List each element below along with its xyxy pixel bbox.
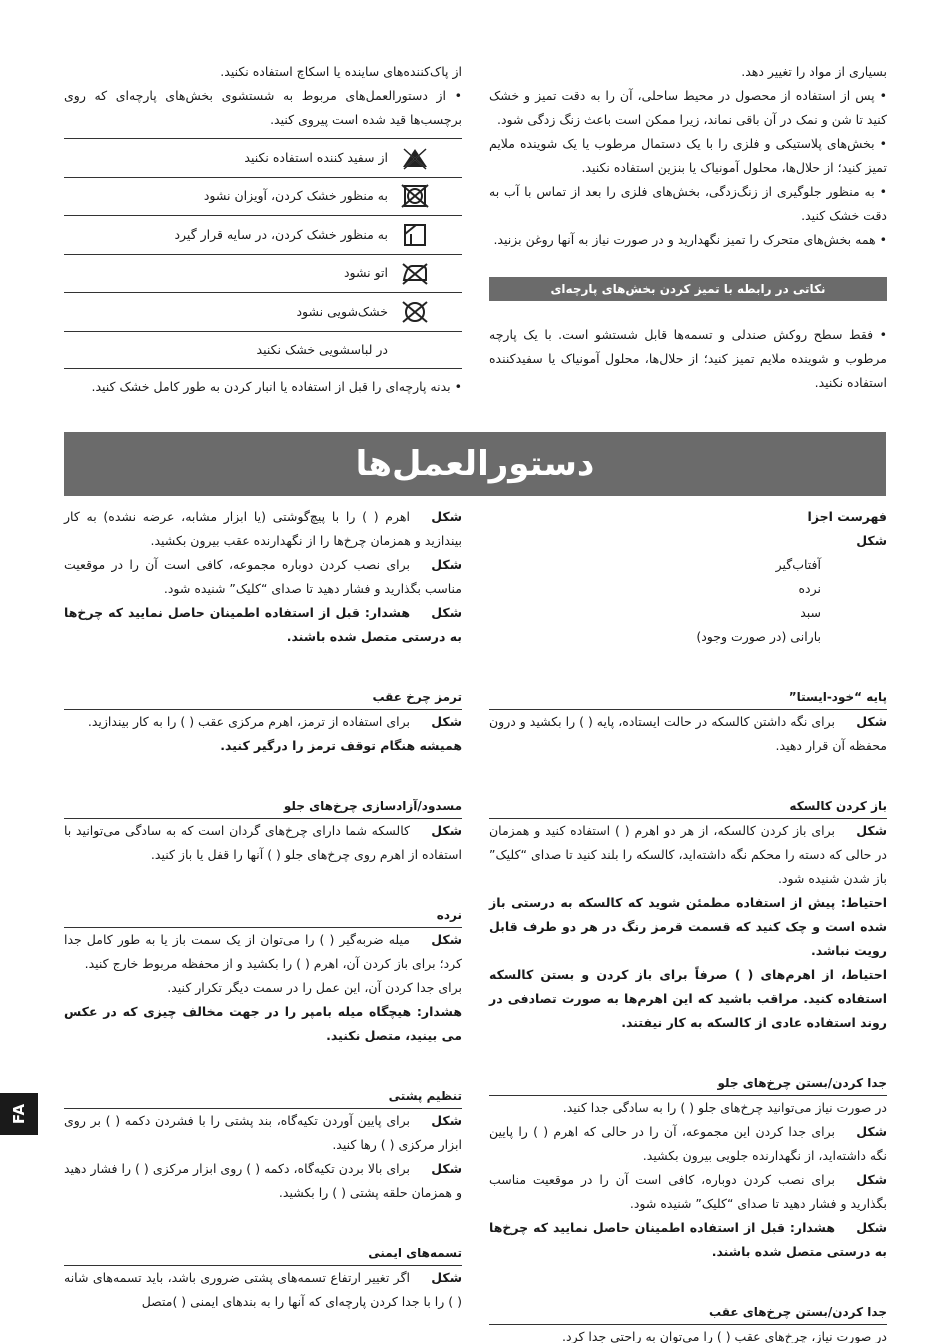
- front-wheels-section: [489, 1071, 887, 1264]
- figure-label: شکل: [431, 605, 462, 620]
- instructions-left-column: [64, 505, 462, 1343]
- care-row: [64, 138, 462, 177]
- section-heading: جدا کردن/بستن چرخ‌های عقب: [489, 1300, 887, 1325]
- warning-text: احتیاط: پیش از استفاده مطمئن شوید که کالسکه به درستی باز شده است و چک کنید که قسمت قرمز رنگ در هر دو طرف قابل رویت نباشد.: [489, 895, 887, 958]
- instruction: شکلبرای باز کردن کالسکه، از هر دو اهرم ( ) استفاده کنید و همزمان در حالی که دسته را محکم نگه داشته‌اید، کالسکه را بلند کنید تا صدای “کلیک” باز شدن شنیده شود.: [489, 819, 887, 891]
- page-title: دستورالعمل‌ها: [64, 432, 886, 496]
- instruction: شکلبرای پایین آوردن تکیه‌گاه، بند پشتی را با فشردن دکمه ( ) بر روی ابزار مرکزی ( ) رها کنید.: [64, 1109, 462, 1157]
- care-row: [64, 215, 462, 254]
- section-heading: تنظیم پشتی: [64, 1084, 462, 1109]
- care-text: خشک‌شویی نشود: [296, 303, 388, 319]
- paragraph: • بخش‌های پلاستیکی و فلزی را با یک دستمال مرطوب یا یک شوینده ملایم تمیز کنید؛ از حلال‌ها، محلول آمونیاک یا بنزین استفاده نکنید.: [489, 136, 887, 175]
- paragraph: • پس از استفاده از محصول در محیط ساحلی، آن را به دقت تمیز و خشک کنید تا شن و نمک در آن باقی نماند، زیرا ممکن است باعث زنگ زدگی شود.: [489, 88, 887, 127]
- backrest-section: [64, 1084, 462, 1205]
- care-row: [64, 331, 462, 370]
- care-text: به منظور خشک کردن، آویزان نشود: [203, 188, 388, 204]
- list-item: نرده: [798, 581, 821, 596]
- language-tab: FA: [0, 1093, 38, 1135]
- care-text: اتو نشود: [343, 265, 388, 281]
- list-item: آفتاب‌گیر: [775, 557, 821, 572]
- care-instructions-left: [64, 60, 462, 399]
- list-item: بارانی (در صورت وجود): [696, 629, 821, 644]
- paragraph: بسیاری از مواد را تغییر دهد.: [741, 64, 887, 79]
- safety-belts-section: [64, 1241, 462, 1314]
- instruction: شکلبرای نگه داشتن کالسکه در حالت ایستاده، پایه ( ) را بکشید و درون محفظه آن قرار دهید.: [489, 710, 887, 758]
- section-heading-fabric-cleaning: نکاتی در رابطه با تمیز کردن بخش‌های پارچه‌ای: [489, 277, 887, 301]
- care-text: به منظور خشک کردن، در سایه قرار گیرد: [174, 226, 388, 242]
- no-hang-dry-icon: [398, 183, 432, 209]
- figure-label: شکل: [431, 714, 462, 729]
- warning-text: هشدار: هیچگاه میله بامپر را در جهت مخالف چیزی که در عکس می بینید، متصل نکنید.: [64, 1004, 462, 1043]
- no-iron-icon: [398, 260, 432, 286]
- care-symbols-table: [64, 138, 462, 369]
- figure-label: شکل: [856, 823, 887, 838]
- figure-label: شکل: [431, 557, 462, 572]
- figure-label: شکل: [431, 1161, 462, 1176]
- instruction: شکلبرای نصب کردن دوباره مجموعه، کافی است آن را در موقعیت مناسب بگذارید و فشار دهید تا صدای “کلیک” شنیده شود.: [64, 553, 462, 601]
- rear-wheels-continued: [64, 505, 462, 649]
- section-heading: نرده: [64, 903, 462, 928]
- figure-label: شکل: [856, 714, 887, 729]
- instruction: در صورت نیاز می‌توانید چرخ‌های جلو ( ) را به سادگی جدا کنید.: [562, 1100, 887, 1115]
- instruction: برای جدا کردن آن، این عمل را در سمت دیگر تکرار کنید.: [167, 980, 462, 995]
- section-heading: پایه “خود-ایستا”: [489, 685, 887, 710]
- instruction: شکلاهرم ( ) را با پیچ‌گوشتی (یا ابزار مشابه، عرضه نشده) به کار بیندازید و همزمان چرخ‌ها را از نگهدارنده عقب بیرون بکشید.: [64, 505, 462, 553]
- section-heading: فهرست اجزا: [807, 509, 887, 524]
- instruction: در صورت نیاز، چرخ‌های عقب ( ) را می‌توان به راحتی جدا کرد.: [562, 1329, 887, 1343]
- instruction: شکلبرای نصب کردن دوباره، کافی است آن را در موقعیت مناسب بگذارید و فشار دهید تا صدای “کلیک” شنیده شود.: [489, 1168, 887, 1216]
- instructions-right-column: [489, 505, 887, 1343]
- instruction: شکلکالسکه شما دارای چرخ‌های گردان است که به سادگی می‌توانید با استفاده از اهرم روی چرخ‌های جلو ( ) آنها را قفل یا باز کنید.: [64, 819, 462, 867]
- warning-text: احتیاط، از اهرم‌های ( ) صرفاً برای باز کردن و بستن کالسکه استفاده کنید. مراقب باشید که این اهرم‌ها به صورت تصادفی در روند استفاده عادی از کالسکه به کار نیفتند.: [489, 967, 887, 1030]
- instruction: شکلبرای جدا کردن این مجموعه، آن را در حالی که اهرم ( ) را پایین نگه داشته‌اید، از نگهدارنده جلویی بیرون بکشید.: [489, 1120, 887, 1168]
- section-heading: مسدود/آزادسازی چرخ‌های جلو: [64, 794, 462, 819]
- warning-text: همیشه هنگام توقف ترمز را درگیر کنید.: [220, 738, 462, 753]
- figure-label: شکل: [431, 1270, 462, 1285]
- figure-label: شکل: [856, 1124, 887, 1139]
- instruction: شکلمیله ضربه‌گیر ( ) را می‌توان از یک سمت باز یا به طور کامل جدا کرد؛ برای باز کردن آن، اهرم ( ) را بکشید و از محفظه مربوط خارج کنید.: [64, 928, 462, 976]
- shade-dry-icon: [398, 222, 432, 248]
- figure-label: شکل: [856, 1220, 887, 1235]
- parts-list-section: [489, 505, 887, 649]
- open-stroller-section: [489, 794, 887, 1035]
- instruction: شکلبرای استفاده از ترمز، اهرم مرکزی عقب ( ) را به کار بیندازید.: [64, 710, 462, 734]
- brake-section: [64, 685, 462, 758]
- section-heading: باز کردن کالسکه: [489, 794, 887, 819]
- paragraph: • بدنه پارچه‌ای را قبل از استفاده یا انبار کردن به طور کامل خشک کنید.: [91, 379, 462, 394]
- figure-label: شکل: [856, 1172, 887, 1187]
- care-text: از سفید کننده استفاده نکنید: [244, 149, 388, 165]
- instruction: شکلبرای بالا بردن تکیه‌گاه، دکمه ( ) روی ابزار مرکزی ( ) را فشار دهید و همزمان حلقه پشتی ( ) را بکشید.: [64, 1157, 462, 1205]
- rear-wheels-section: [489, 1300, 887, 1343]
- instruction: شکلاگر تغییر ارتفاع تسمه‌های پشتی ضروری باشد، باید تسمه‌های شانه ( ) را با جدا کردن پارچه‌ای که آنها را به بندهای ایمنی ( )متصل: [64, 1266, 462, 1314]
- section-heading: تسمه‌های ایمنی: [64, 1241, 462, 1266]
- figure-label: شکل: [431, 509, 462, 524]
- no-bleach-icon: [398, 145, 432, 171]
- paragraph: • از دستورالعمل‌های مربوط به شستشوی بخش‌های پارچه‌ای که روی برچسب‌ها قید شده است پیروی کنید.: [64, 88, 462, 127]
- figure-label: شکل: [431, 932, 462, 947]
- figure-label: شکل: [431, 823, 462, 838]
- paragraph: • به منظور جلوگیری از زنگ‌زدگی، بخش‌های فلزی را بعد از تماس با آب به دقت خشک کنید.: [489, 184, 887, 223]
- list-item: سبد: [800, 605, 821, 620]
- section-heading: ترمز چرخ عقب: [64, 685, 462, 710]
- care-instructions-right: [489, 60, 887, 395]
- care-text: در لباسشویی خشک نکنید: [256, 341, 388, 357]
- paragraph: • فقط سطح روکش صندلی و تسمه‌ها قابل شستشو است. با یک پارچه مرطوب و شوینده ملایم تمیز کنید؛ از حلال‌ها، محلول آمونیاک یا سفیدکننده استفاده نکنید.: [489, 327, 887, 390]
- paragraph: از پاک‌کننده‌های ساینده یا اسکاچ استفاده نکنید.: [220, 64, 462, 79]
- no-dry-clean-icon: [398, 299, 432, 325]
- wheel-lock-section: [64, 794, 462, 867]
- care-row: [64, 292, 462, 331]
- care-row: [64, 177, 462, 216]
- figure-label: شکل: [856, 533, 887, 548]
- bumper-bar-section: [64, 903, 462, 1048]
- warning-text: شکلهشدار: قبل از استفاده اطمینان حاصل نمایید که چرخ‌ها به درستی متصل شده باشند.: [489, 1216, 887, 1264]
- stand-section: [489, 685, 887, 758]
- paragraph: • همه بخش‌های متحرک را تمیز نگهدارید و در صورت نیاز به آنها روغن بزنید.: [493, 232, 887, 247]
- care-row: [64, 254, 462, 293]
- figure-label: شکل: [431, 1113, 462, 1128]
- section-heading: جدا کردن/بستن چرخ‌های جلو: [489, 1071, 887, 1096]
- warning-text: شکلهشدار: قبل از استفاده اطمینان حاصل نمایید که چرخ‌ها به درستی متصل شده باشند.: [64, 601, 462, 649]
